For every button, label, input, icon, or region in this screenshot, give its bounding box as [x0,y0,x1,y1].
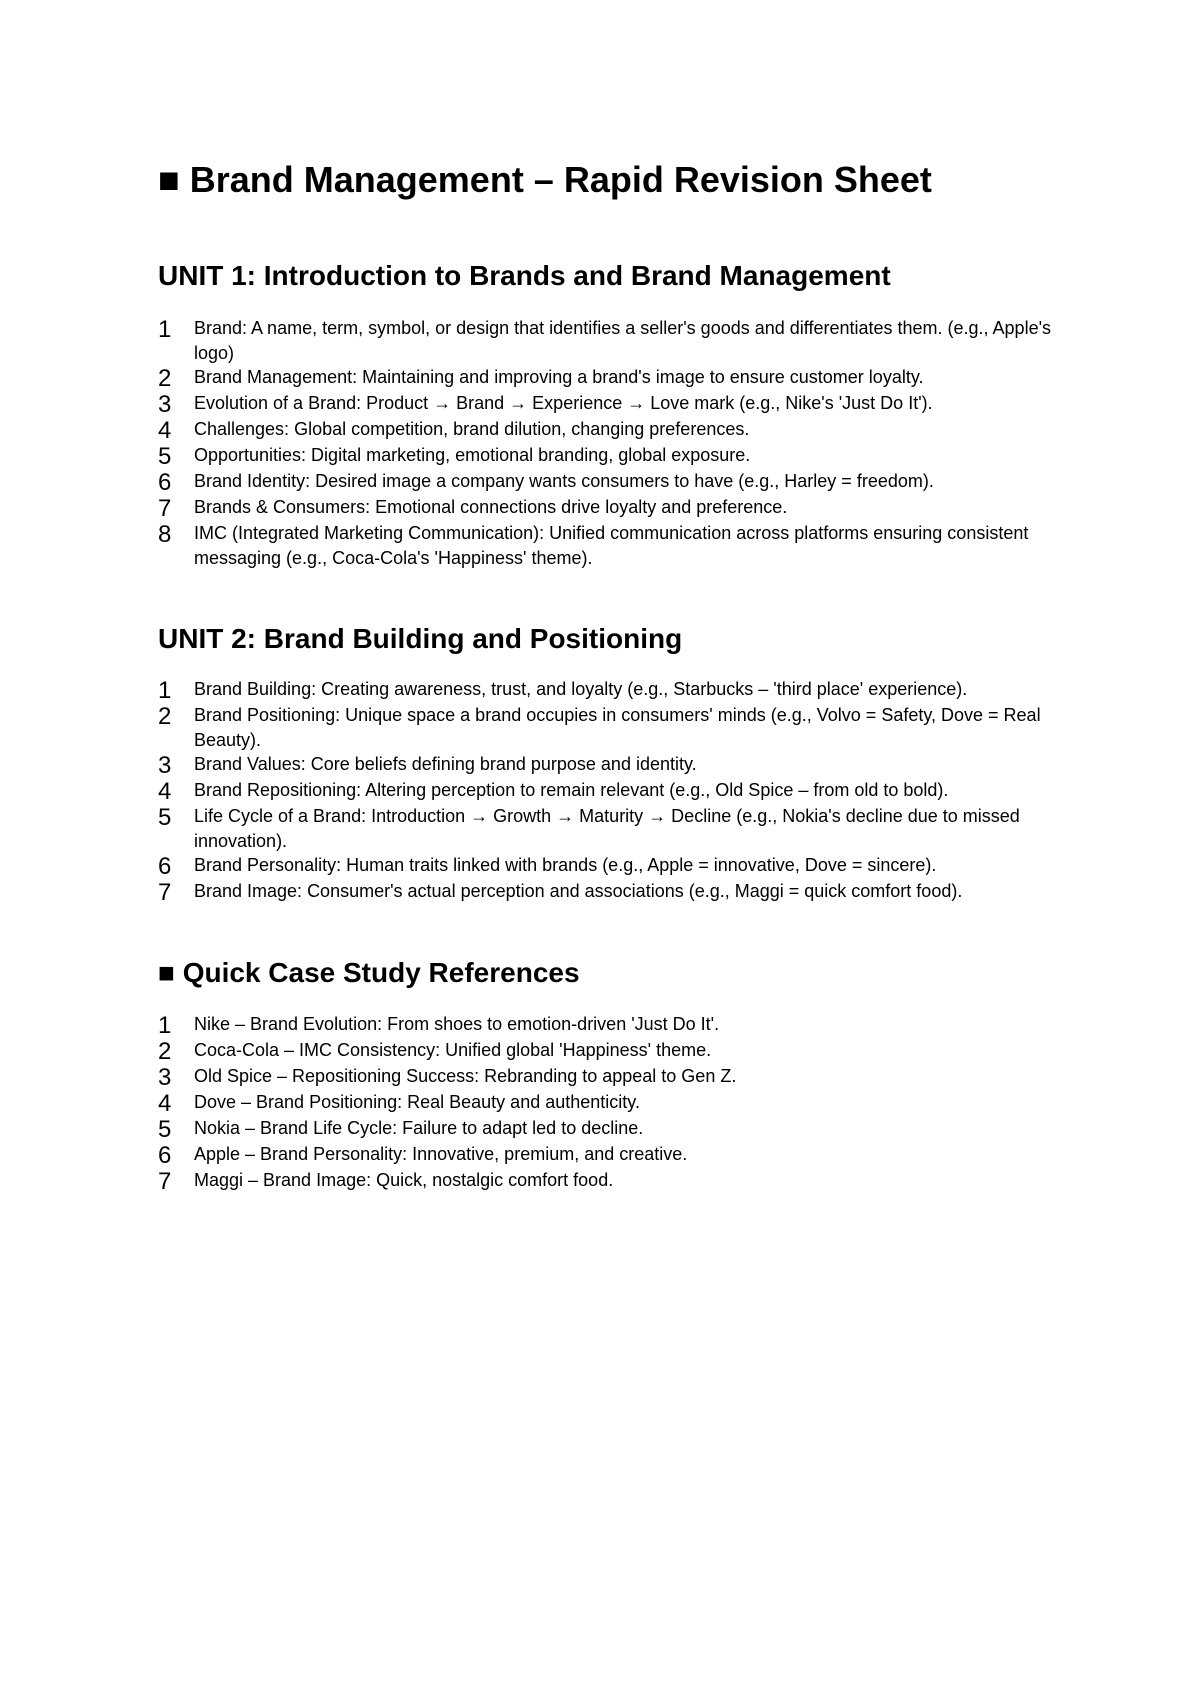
item-number: 5 [158,804,172,831]
list-item [158,316,1058,365]
item-number: 2 [158,1038,172,1065]
list-item [158,391,1058,417]
item-number: 2 [158,365,172,392]
item-number: 1 [158,1012,172,1039]
list-item [158,1064,1058,1090]
item-text: Old Spice – Repositioning Success: Rebranding to appeal to Gen Z. [194,1066,737,1086]
list-item [158,752,1058,778]
item-number: 6 [158,853,172,880]
item-text: Maggi – Brand Image: Quick, nostalgic comfort food. [194,1170,614,1190]
unit2-list [158,677,1058,905]
list-item [158,365,1058,391]
list-item [158,495,1058,521]
list-item [158,1168,1058,1194]
item-text: Brand Building: Creating awareness, trust, and loyalty (e.g., Starbucks – 'third place' experience). [194,679,968,699]
list-item [158,703,1058,752]
item-number: 4 [158,417,172,444]
item-text: Life Cycle of a Brand: Introduction → Growth → Maturity → Decline (e.g., Nokia's decline due to missed innovation). [194,806,1020,851]
case-study-heading: ■ Quick Case Study References [158,957,580,988]
item-text: Opportunities: Digital marketing, emotional branding, global exposure. [194,445,751,465]
item-text: Apple – Brand Personality: Innovative, premium, and creative. [194,1144,688,1164]
list-item [158,1142,1058,1168]
item-number: 6 [158,469,172,496]
item-number: 7 [158,879,172,906]
list-item [158,778,1058,804]
item-text: Brand Management: Maintaining and improving a brand's image to ensure customer loyalty. [194,367,924,387]
item-number: 2 [158,703,172,730]
list-item [158,677,1058,703]
item-text: Brand Image: Consumer's actual perception and associations (e.g., Maggi = quick comfort food). [194,881,963,901]
item-text: Brand Personality: Human traits linked with brands (e.g., Apple = innovative, Dove = sincere). [194,855,937,875]
item-text: Evolution of a Brand: Product → Brand → Experience → Love mark (e.g., Nike's 'Just Do It'). [194,393,933,413]
list-item [158,804,1058,853]
item-text: Nike – Brand Evolution: From shoes to emotion-driven 'Just Do It'. [194,1014,720,1034]
item-text: Brand Repositioning: Altering perception to remain relevant (e.g., Old Spice – from old to bold). [194,780,949,800]
list-item [158,879,1058,905]
item-text: Brand Positioning: Unique space a brand occupies in consumers' minds (e.g., Volvo = Safety, Dove = Real Beauty). [194,705,1041,750]
unit1-heading: UNIT 1: Introduction to Brands and Brand Management [158,260,891,291]
item-number: 1 [158,316,172,343]
list-item [158,1012,1058,1038]
list-item [158,521,1058,570]
item-number: 5 [158,443,172,470]
list-item [158,1090,1058,1116]
item-number: 4 [158,1090,172,1117]
case-study-list [158,1012,1058,1194]
item-text: Coca-Cola – IMC Consistency: Unified global 'Happiness' theme. [194,1040,712,1060]
unit2-heading: UNIT 2: Brand Building and Positioning [158,623,683,654]
item-number: 8 [158,521,172,548]
item-text: Brand Values: Core beliefs defining brand purpose and identity. [194,754,697,774]
item-number: 7 [158,1168,172,1195]
page-title: ■ Brand Management – Rapid Revision Sheet [158,159,932,200]
item-text: Dove – Brand Positioning: Real Beauty and authenticity. [194,1092,640,1112]
unit1-list [158,316,1058,570]
item-text: Brand: A name, term, symbol, or design that identifies a seller's goods and differentiates them. (e.g., Apple's logo) [194,318,1052,363]
item-number: 6 [158,1142,172,1169]
item-number: 4 [158,778,172,805]
list-item [158,443,1058,469]
list-item [158,1038,1058,1064]
list-item [158,469,1058,495]
item-number: 3 [158,1064,172,1091]
item-text: Brands & Consumers: Emotional connections drive loyalty and preference. [194,497,788,517]
item-number: 7 [158,495,172,522]
document-page [158,156,1058,1194]
item-text: Brand Identity: Desired image a company wants consumers to have (e.g., Harley = freedom). [194,471,934,491]
item-number: 5 [158,1116,172,1143]
item-number: 1 [158,677,172,704]
list-item [158,417,1058,443]
item-text: Nokia – Brand Life Cycle: Failure to adapt led to decline. [194,1118,644,1138]
item-number: 3 [158,391,172,418]
list-item [158,853,1058,879]
item-text: IMC (Integrated Marketing Communication): Unified communication across platforms ensuring consistent messaging (e.g., Coca-Cola's 'Happiness' theme). [194,523,1029,568]
item-text: Challenges: Global competition, brand dilution, changing preferences. [194,419,750,439]
item-number: 3 [158,752,172,779]
list-item [158,1116,1058,1142]
